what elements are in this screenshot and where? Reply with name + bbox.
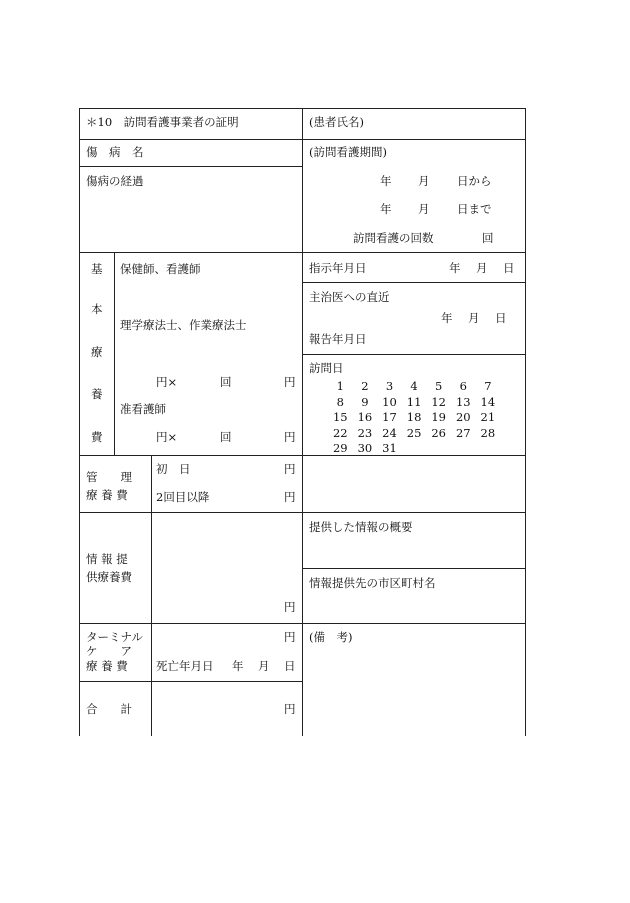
calendar-day: 24 bbox=[382, 425, 397, 440]
report-year: 年 bbox=[441, 311, 453, 325]
calendar-day: 26 bbox=[431, 425, 446, 440]
rule-injury-bottom bbox=[79, 166, 302, 167]
calendar-day: 28 bbox=[480, 425, 496, 440]
period-to-month: 月 bbox=[418, 202, 430, 216]
instruction-year: 年 bbox=[449, 261, 461, 275]
patient-name-label: (患者氏名) bbox=[309, 115, 364, 129]
basic-label-char-3: 療 bbox=[91, 345, 103, 359]
calendar-day: 8 bbox=[336, 394, 344, 409]
instruction-date-label: 指示年月日 bbox=[309, 261, 367, 275]
calendar-day: 29 bbox=[332, 441, 348, 456]
management-first-day-label: 初 日 bbox=[156, 462, 191, 476]
rule-right bbox=[525, 108, 526, 736]
period-from-suffix: 日から bbox=[457, 174, 492, 188]
therapist-label: 理学療法士、作業療法士 bbox=[120, 318, 247, 332]
injury-label: 傷 病 名 bbox=[86, 145, 144, 159]
info-summary-label: 提供した情報の概要 bbox=[309, 520, 413, 534]
calendar-row bbox=[328, 395, 508, 411]
calendar-day: 1 bbox=[336, 379, 344, 394]
row1-times: 回 bbox=[220, 375, 232, 389]
info-label-line1: 情 報 提 bbox=[86, 552, 128, 566]
management-label-line1: 管 理 bbox=[86, 470, 132, 484]
report-month: 月 bbox=[468, 311, 480, 325]
calendar-day: 11 bbox=[406, 394, 422, 409]
row1-total: 円 bbox=[284, 375, 296, 389]
calendar-day: 23 bbox=[357, 425, 373, 440]
public-health-nurse-label: 保健師、看護師 bbox=[120, 262, 201, 276]
management-second-onward-unit: 円 bbox=[284, 490, 296, 504]
calendar-day: 2 bbox=[361, 379, 369, 394]
calendar-day: 21 bbox=[480, 410, 496, 425]
info-label-line2: 供療養費 bbox=[86, 570, 132, 584]
terminal-label-line2: ケ ア bbox=[86, 644, 132, 658]
row1-yen: 円× bbox=[156, 375, 178, 389]
period-to-suffix: 日まで bbox=[457, 202, 492, 216]
remarks-label: (備 考) bbox=[309, 630, 353, 644]
instruction-month: 月 bbox=[476, 261, 488, 275]
course-label: 傷病の経過 bbox=[86, 174, 144, 188]
calendar-day: 7 bbox=[484, 379, 492, 394]
rule-left bbox=[79, 108, 80, 736]
calendar-day: 19 bbox=[431, 410, 446, 425]
total-label: 合 計 bbox=[86, 702, 132, 716]
management-second-onward-label: 2回目以降 bbox=[156, 490, 210, 504]
calendar-day: 10 bbox=[382, 394, 397, 409]
calendar-row bbox=[328, 426, 508, 442]
management-label-line2: 療 養 費 bbox=[86, 488, 128, 502]
total-unit: 円 bbox=[284, 702, 296, 716]
report-to-doctor-label: 主治医への直近 bbox=[309, 290, 390, 304]
period-to-year: 年 bbox=[380, 202, 392, 216]
report-date-label: 報告年月日 bbox=[309, 332, 367, 346]
period-label: (訪問看護期間) bbox=[309, 145, 387, 159]
rule-report-bottom bbox=[302, 354, 526, 355]
visit-days-calendar bbox=[328, 379, 508, 457]
info-unit: 円 bbox=[284, 600, 296, 614]
info-destination-label: 情報提供先の市区町村名 bbox=[309, 576, 436, 590]
calendar-day: 12 bbox=[431, 394, 446, 409]
visit-days-label: 訪問日 bbox=[309, 361, 344, 375]
calendar-day: 6 bbox=[459, 379, 467, 394]
period-from-year: 年 bbox=[380, 174, 392, 188]
calendar-row bbox=[328, 410, 508, 426]
death-date-label: 死亡年月日 bbox=[156, 659, 214, 673]
row2-yen: 円× bbox=[156, 430, 178, 444]
management-first-day-unit: 円 bbox=[284, 462, 296, 476]
calendar-day: 22 bbox=[332, 425, 348, 440]
visit-count-unit: 回 bbox=[482, 231, 494, 245]
calendar-day: 3 bbox=[385, 379, 394, 394]
assistant-nurse-label: 准看護師 bbox=[120, 402, 166, 416]
calendar-day: 5 bbox=[435, 379, 443, 394]
calendar-day: 16 bbox=[357, 410, 373, 425]
terminal-label-line3: 療 養 費 bbox=[86, 659, 128, 673]
basic-label-char-2: 本 bbox=[91, 302, 103, 316]
rule-instruction-bottom bbox=[302, 282, 526, 283]
row2-total: 円 bbox=[284, 430, 296, 444]
calendar-day: 15 bbox=[332, 410, 348, 425]
rule-info-middle bbox=[302, 568, 526, 569]
calendar-row bbox=[328, 379, 508, 395]
form-title: ＊10 訪問看護事業者の証明 bbox=[86, 115, 239, 129]
calendar-day: 9 bbox=[361, 394, 369, 409]
death-month: 月 bbox=[258, 659, 270, 673]
calendar-day: 4 bbox=[410, 379, 418, 394]
death-year: 年 bbox=[232, 659, 244, 673]
calendar-day: 18 bbox=[406, 410, 422, 425]
calendar-day: 31 bbox=[382, 441, 397, 456]
terminal-label-line1: ターミナル bbox=[86, 630, 143, 644]
rule-basic-label-divider bbox=[114, 252, 115, 455]
visit-count-label: 訪問看護の回数 bbox=[353, 231, 434, 245]
calendar-day: 14 bbox=[480, 394, 496, 409]
rule-terminal-bottom bbox=[79, 681, 302, 682]
row2-times: 回 bbox=[220, 430, 232, 444]
instruction-day: 日 bbox=[503, 261, 515, 275]
basic-label-char-4: 養 bbox=[91, 387, 103, 401]
period-from-month: 月 bbox=[418, 174, 430, 188]
calendar-day: 13 bbox=[455, 394, 471, 409]
basic-label-char-5: 費 bbox=[91, 430, 103, 444]
death-day: 日 bbox=[284, 659, 296, 673]
rule-center bbox=[302, 108, 303, 736]
report-day: 日 bbox=[495, 311, 507, 325]
terminal-unit: 円 bbox=[284, 630, 296, 644]
calendar-day: 30 bbox=[357, 441, 373, 456]
calendar-day: 17 bbox=[382, 410, 397, 425]
calendar-row bbox=[328, 441, 508, 457]
calendar-day: 20 bbox=[455, 410, 471, 425]
calendar-day: 27 bbox=[455, 425, 471, 440]
rule-lower-label-divider bbox=[151, 455, 152, 736]
basic-label-char-1: 基 bbox=[91, 262, 103, 276]
calendar-day: 25 bbox=[406, 425, 422, 440]
